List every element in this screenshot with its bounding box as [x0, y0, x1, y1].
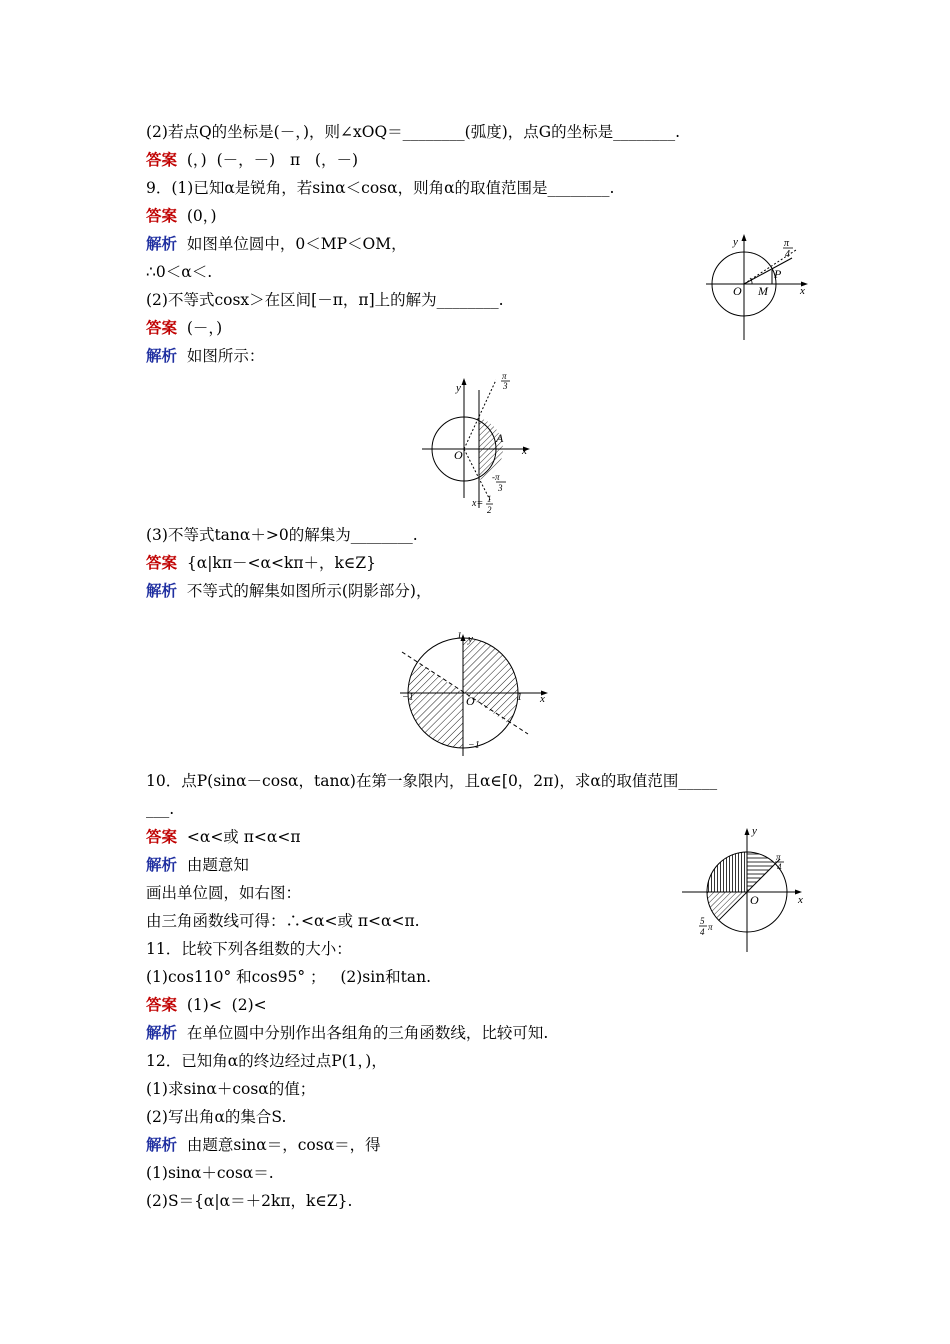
answer-text: (0，) — [177, 207, 217, 225]
neg-pi-over-3-numerator: -π — [492, 472, 500, 482]
q9-part2-text: (2)不等式cosx＞在区间[－π，π]上的解为________. — [146, 291, 504, 309]
unit-circle-figure-q10 — [680, 824, 808, 954]
analysis-label: 解析 — [146, 582, 178, 600]
x-axis-label: x — [522, 445, 527, 457]
origin-label: O — [466, 694, 475, 708]
q10-conclusion: 由三角函数线可得：∴<α<或 π<α<π. — [146, 912, 420, 930]
q10-text-cont: ___. — [146, 800, 175, 818]
origin-label: O — [733, 284, 742, 298]
analysis-text: 由题意知 — [177, 856, 249, 874]
answer-row — [146, 318, 222, 338]
point-a-label: A — [496, 431, 504, 445]
pi-over-3-numerator: π — [502, 372, 507, 381]
half-numerator: 1 — [487, 494, 492, 504]
answer-label: 答案 — [146, 319, 178, 337]
q12-solution-2: (2)S＝{α|α＝＋2kπ，k∈Z}. — [146, 1192, 353, 1210]
analysis-label: 解析 — [146, 235, 178, 253]
q12-part2: (2)写出角α的集合S. — [146, 1108, 287, 1126]
analysis-text: 在单位圆中分别作出各组角的三角函数线，比较可知. — [177, 1024, 549, 1042]
neg-pi-over-3-denominator: 3 — [498, 483, 503, 493]
analysis-row — [146, 855, 249, 875]
q10-text: 10．点P(sinα－cosα，tanα)在第一象限内，且α∈[0，2π)，求α的取值范围_____ — [146, 772, 718, 790]
analysis-label: 解析 — [146, 856, 178, 874]
analysis-text: 如图单位圆中，0＜MP＜OM， — [177, 235, 407, 253]
x-axis-label: x — [800, 285, 805, 297]
q12-solution-1: (1)sinα＋cosα＝. — [146, 1164, 274, 1182]
q10-step: 画出单位圆，如右图： — [146, 884, 302, 902]
q8-part2-text: (2)若点Q的坐标是(－，)，则∠xOQ＝________(弧度)，点G的坐标是________. — [146, 123, 681, 141]
answer-label: 答案 — [146, 554, 178, 572]
analysis-label: 解析 — [146, 1136, 178, 1154]
four-label: 4 — [785, 249, 790, 260]
answer-text: (－，) — [177, 319, 223, 337]
unit-circle-figure-cos-half — [418, 372, 534, 518]
answer-label: 答案 — [146, 151, 178, 169]
x-neg-one-label: −1 — [402, 692, 414, 703]
x-one-label: 1 — [517, 692, 522, 703]
pi-over-4-numerator: π — [776, 852, 781, 862]
q9-text: 9．(1)已知α是锐角，若sinα＜cosα，则角α的取值范围是________. — [146, 179, 615, 197]
y-neg-one-label: −1 — [468, 740, 480, 751]
y-axis-label: y — [456, 382, 461, 394]
analysis-row — [146, 346, 264, 366]
analysis-text: 不等式的解集如图所示(阴影部分)， — [177, 582, 432, 600]
five-pi-over-4-denominator: 4 — [700, 927, 705, 937]
five-pi-over-4-numerator: 5 — [700, 916, 705, 926]
y-axis-label: y — [733, 236, 738, 248]
five-pi-over-4-pi: π — [708, 922, 713, 932]
unit-circle-figure-pi-over-4 — [700, 232, 812, 344]
origin-label: O — [454, 448, 463, 462]
unit-circle-figure-tangent — [398, 632, 554, 758]
answer-text: {α|kπ－<α<kπ＋，k∈Z} — [177, 554, 377, 572]
answer-label: 答案 — [146, 207, 178, 225]
analysis-row — [146, 581, 431, 601]
x-equals-label: x= — [472, 498, 484, 509]
answer-row — [146, 827, 301, 847]
answer-text: (，) (－，－) π (，－) — [177, 151, 359, 169]
answer-text: <α<或 π<α<π — [177, 828, 301, 846]
pi-label: π — [784, 238, 790, 249]
pi-over-3-denominator: 3 — [503, 381, 508, 391]
answer-row — [146, 553, 376, 573]
point-p-label: P — [774, 267, 782, 281]
analysis-row — [146, 1023, 548, 1043]
q12-part1: (1)求sinα＋cosα的值； — [146, 1080, 316, 1098]
analysis-text: 由题意sinα＝，cosα＝，得 — [177, 1136, 381, 1154]
answer-row — [146, 150, 358, 170]
answer-row — [146, 995, 267, 1015]
analysis-text: 如图所示： — [177, 347, 265, 365]
answer-label: 答案 — [146, 996, 178, 1014]
analysis-row — [146, 234, 407, 254]
origin-label: O — [750, 893, 759, 907]
y-axis-label: y — [752, 825, 757, 837]
y-one-label: 1 — [457, 632, 462, 641]
answer-text: (1)< (2)< — [177, 996, 267, 1014]
q11-items: (1)cos110° 和cos95° ； (2)sin和tan. — [146, 968, 432, 986]
y-axis-label: y — [468, 633, 473, 645]
pi-over-4-denominator: 4 — [777, 862, 782, 872]
x-axis-label: x — [540, 693, 545, 705]
answer-label: 答案 — [146, 828, 178, 846]
analysis-row — [146, 1135, 381, 1155]
half-denominator: 2 — [487, 505, 492, 515]
q12-text: 12．已知角α的终边经过点P(1，)， — [146, 1052, 387, 1070]
answer-row — [146, 206, 217, 226]
x-axis-label: x — [798, 894, 803, 906]
q11-text: 11．比较下列各组数的大小： — [146, 940, 352, 958]
q9-conclusion: ∴0＜α＜. — [146, 263, 213, 281]
analysis-label: 解析 — [146, 1024, 178, 1042]
point-m-label: M — [758, 284, 768, 298]
analysis-label: 解析 — [146, 347, 178, 365]
q9-part3-text: (3)不等式tanα＋>0的解集为________. — [146, 526, 418, 544]
